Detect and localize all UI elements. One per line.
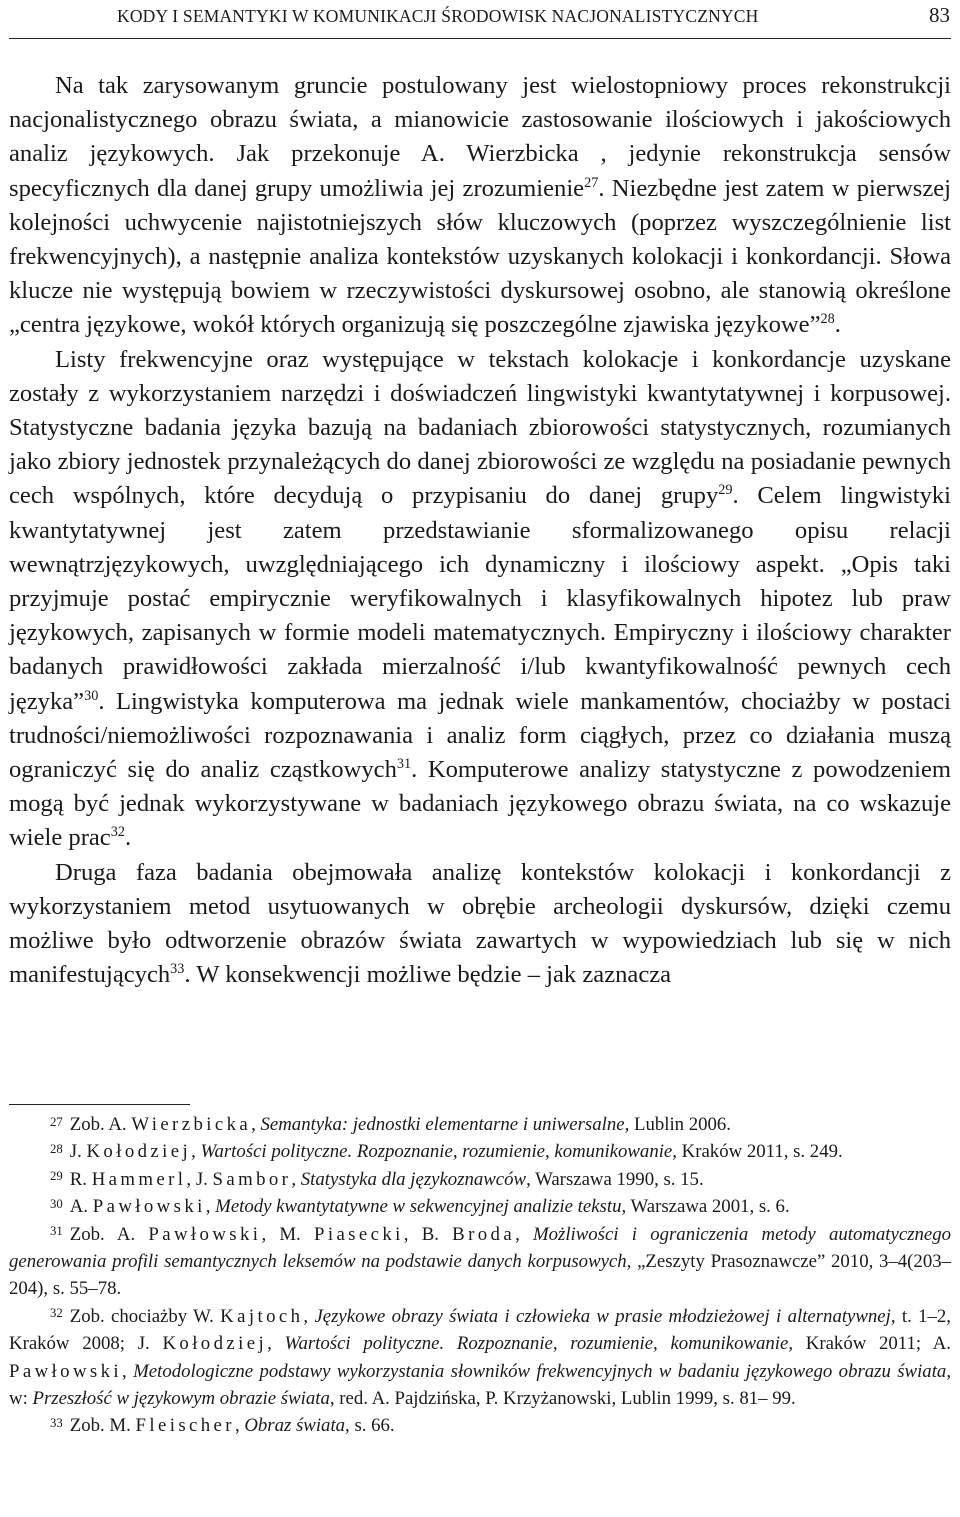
text-run: , Kraków 2011, s. 249.	[672, 1141, 843, 1163]
text-run: ,	[251, 1114, 261, 1135]
text-run: , Lublin 2006.	[624, 1114, 732, 1135]
text-run: ,	[291, 1168, 301, 1190]
footnotes	[9, 1111, 951, 1440]
text-run: J.	[69, 1141, 87, 1163]
text-run: ,	[234, 1415, 245, 1437]
footnote-number: 31	[50, 1224, 63, 1239]
footnote	[9, 1221, 951, 1303]
text-run: . Lingwistyka komputerowa ma jednak wiele mankamentów, chociażby w postaci trudności/niemożliwości rozpoznawania i analiz form ciągłych, przez co działania muszą ograniczyć się do analiz cząstkowych	[9, 687, 951, 784]
author-name: Hammerl	[91, 1168, 187, 1190]
text-run: .	[834, 311, 841, 339]
text-run: , red. A. Pajdzińska, P. Krzyżanowski, Lublin 1999, s. 81– 99.	[329, 1388, 796, 1410]
work-title: Możliwości i ograniczenia metody automatycznego generowania profili semantycznych leksemów na podstawie danych korpusowych	[9, 1223, 952, 1273]
footnote	[9, 1166, 951, 1193]
author-name: Wierzbicka	[131, 1114, 252, 1135]
work-title: Wartości polityczne. Rozpoznanie, rozumienie, komunikowanie	[200, 1141, 673, 1163]
author-name: Fleischer	[135, 1415, 235, 1437]
text-run: ,	[191, 1141, 201, 1163]
footnote-number: 29	[50, 1169, 63, 1184]
footnote-rule	[9, 1104, 190, 1105]
work-title: Wartości polityczne. Rozpoznanie, rozumienie, komunikowanie	[284, 1333, 789, 1355]
text-run: Zob. A.	[69, 1114, 132, 1135]
author-name: Sambor	[212, 1168, 292, 1190]
text-run: . Celem lingwistyki kwantytatywnej jest zatem przedstawianie sformalizowanego opisu relacji wewnątrzjęzykowych, uwzględniającego ich dynamiczny i ilościowy aspekt. „Opis taki przyjmuje postać empirycznie weryfikowalnych i klasyfikowalnych hipotez lub praw językowych, zapisanych w formie modeli matematycznych. Empiryczny i ilościowy charakter badanych prawidłowości zakłada mierzalność i/lub kwantyfikowalność pewnych cech języka”	[9, 482, 952, 715]
author-name: Broda	[452, 1223, 516, 1245]
paragraph	[9, 343, 951, 856]
footnote-ref[interactable]: 33	[170, 961, 185, 978]
footnote-ref[interactable]: 28	[820, 311, 835, 328]
work-title: Obraz świata,	[244, 1415, 350, 1437]
page-number: 83	[929, 3, 950, 27]
running-head: KODY I SEMANTYKI W KOMUNIKACJI ŚRODOWISK NACJONALISTYCZNYCH	[117, 6, 759, 26]
author-name: Kołodziej	[162, 1333, 268, 1355]
author-name: Pawłowski	[9, 1360, 123, 1382]
text-run: ,	[267, 1333, 285, 1355]
footnote	[9, 1138, 951, 1165]
footnote-number: 32	[50, 1306, 63, 1321]
work-title: Metody kwantytatywne w sekwencyjnej analizie tekstu	[215, 1196, 622, 1218]
work-title: Semantyka: jednostki elementarne i uniwersalne	[260, 1114, 625, 1135]
footnote	[9, 1412, 951, 1439]
text-run: , J.	[186, 1168, 213, 1190]
text-run: , Warszawa 2001, s. 6.	[621, 1196, 790, 1218]
text-run: , t. 1–2, Kraków 2008; J.	[9, 1305, 951, 1355]
body-text	[9, 69, 951, 992]
text-run: Zob. M.	[69, 1415, 136, 1437]
footnote-ref[interactable]: 31	[396, 756, 412, 773]
footnote-number: 28	[50, 1141, 63, 1156]
page-header	[9, 0, 951, 39]
author-name: Pawłowski	[148, 1223, 262, 1245]
footnote-number: 27	[50, 1114, 63, 1129]
text-run: ,	[205, 1196, 216, 1218]
work-title: Metodologiczne podstawy wykorzystania słowników frekwencyjnych w badaniu językowego obrazu świata	[133, 1360, 947, 1382]
text-run: , B.	[403, 1223, 453, 1245]
footnote-ref[interactable]: 32	[110, 824, 125, 841]
footnote-ref[interactable]: 29	[718, 482, 733, 499]
text-run: , Kraków 2011; A.	[788, 1333, 952, 1355]
text-run: . Niezbędne jest zatem w pierwszej kolejności uchwycenie najistotniejszych słów kluczowych (poprzez wyszczególnienie list frekwencyjnych), a następnie analiza kontekstów uzyskanych kolokacji i konkordancji. Słowa klucze nie występują bowiem w rzeczywistości dyskursowej osobno, ale stanowią określone „centra językowe, wokół których organizują się poszczególne zjawiska językowe”	[9, 174, 951, 339]
paragraph	[9, 69, 951, 343]
text-run: .	[124, 824, 132, 852]
text-run: s. 66.	[349, 1415, 395, 1437]
footnote	[9, 1111, 951, 1138]
work-title: Przeszłość w językowym obrazie świata	[32, 1388, 330, 1410]
text-run: ,	[122, 1360, 134, 1382]
text-run: Na tak zarysowanym gruncie postulowany jest wielostopniowy proces rekonstrukcji nacjonalistycznego obrazu świata, a mianowicie zastosowanie ilościowych i jakościowych analiz językowych. Jak przekonuje A. Wierzbicka , jedynie rekonstrukcja sensów specyficznych dla danej grupy umożliwia jej zrozumienie	[9, 72, 951, 202]
text-run: , Warszawa 1990, s. 15.	[526, 1168, 704, 1190]
text-run: , w:	[9, 1360, 952, 1410]
author-name: Kajtoch	[220, 1305, 304, 1327]
text-run: A.	[69, 1196, 93, 1218]
footnote	[9, 1303, 951, 1413]
work-title: Statystyka dla językoznawców	[300, 1168, 527, 1190]
footnote-number: 33	[50, 1416, 63, 1430]
footnote-ref[interactable]: 30	[84, 687, 99, 704]
text-run: . Komputerowe analizy statystyczne z powodzeniem mogą być jednak wykorzystywane w badaniach językowego obrazu świata, na co wskazuje wiele prac	[9, 756, 951, 852]
text-run: Druga faza badania obejmowała analizę kontekstów kolokacji i konkordancji z wykorzystaniem metod usytuowanych w obrębie archeologii dyskursów, dzięki czemu możliwe było odtworzenie obrazów świata zawartych w wypowiedziach lub się w nich manifestujących	[9, 858, 951, 989]
footnote-ref[interactable]: 27	[584, 174, 599, 191]
author-name: Kołodziej	[86, 1141, 192, 1163]
text-run: ,	[515, 1223, 533, 1245]
text-run: , „Zeszyty Prasoznawcze” 2010, 3–4(203–204), s. 55–78.	[9, 1251, 951, 1300]
footnote	[9, 1193, 951, 1220]
author-name: Pawłowski	[92, 1196, 206, 1218]
text-run: , M.	[261, 1223, 314, 1245]
text-run: Zob. A.	[69, 1223, 149, 1245]
author-name: Piasecki	[313, 1223, 404, 1245]
text-run: Zob. chociażby W.	[69, 1305, 221, 1327]
paragraph	[9, 856, 951, 993]
text-run: . W konsekwencji możliwe będzie – jak zaznacza	[184, 961, 672, 989]
footnote-number: 30	[50, 1196, 63, 1211]
text-run: Listy frekwencyjne oraz występujące w tekstach kolokacje i konkordancje uzyskane zostały z wykorzystaniem narzędzi i doświadczeń lingwistyki kwantytatywnej i korpusowej. Statystyczne badania języka bazują na badaniach zbiorowości statystycznych, rozumianych jako zbiory jednostek przynależących do danej zbiorowości ze względu na posiadanie pewnych cech wspólnych, które decydują o przypisaniu do danej grupy	[9, 345, 951, 510]
text-run: R.	[69, 1168, 92, 1190]
text-run: ,	[303, 1305, 315, 1327]
work-title: Językowe obrazy świata i człowieka w prasie młodzieżowej i alternatywnej	[314, 1305, 891, 1327]
